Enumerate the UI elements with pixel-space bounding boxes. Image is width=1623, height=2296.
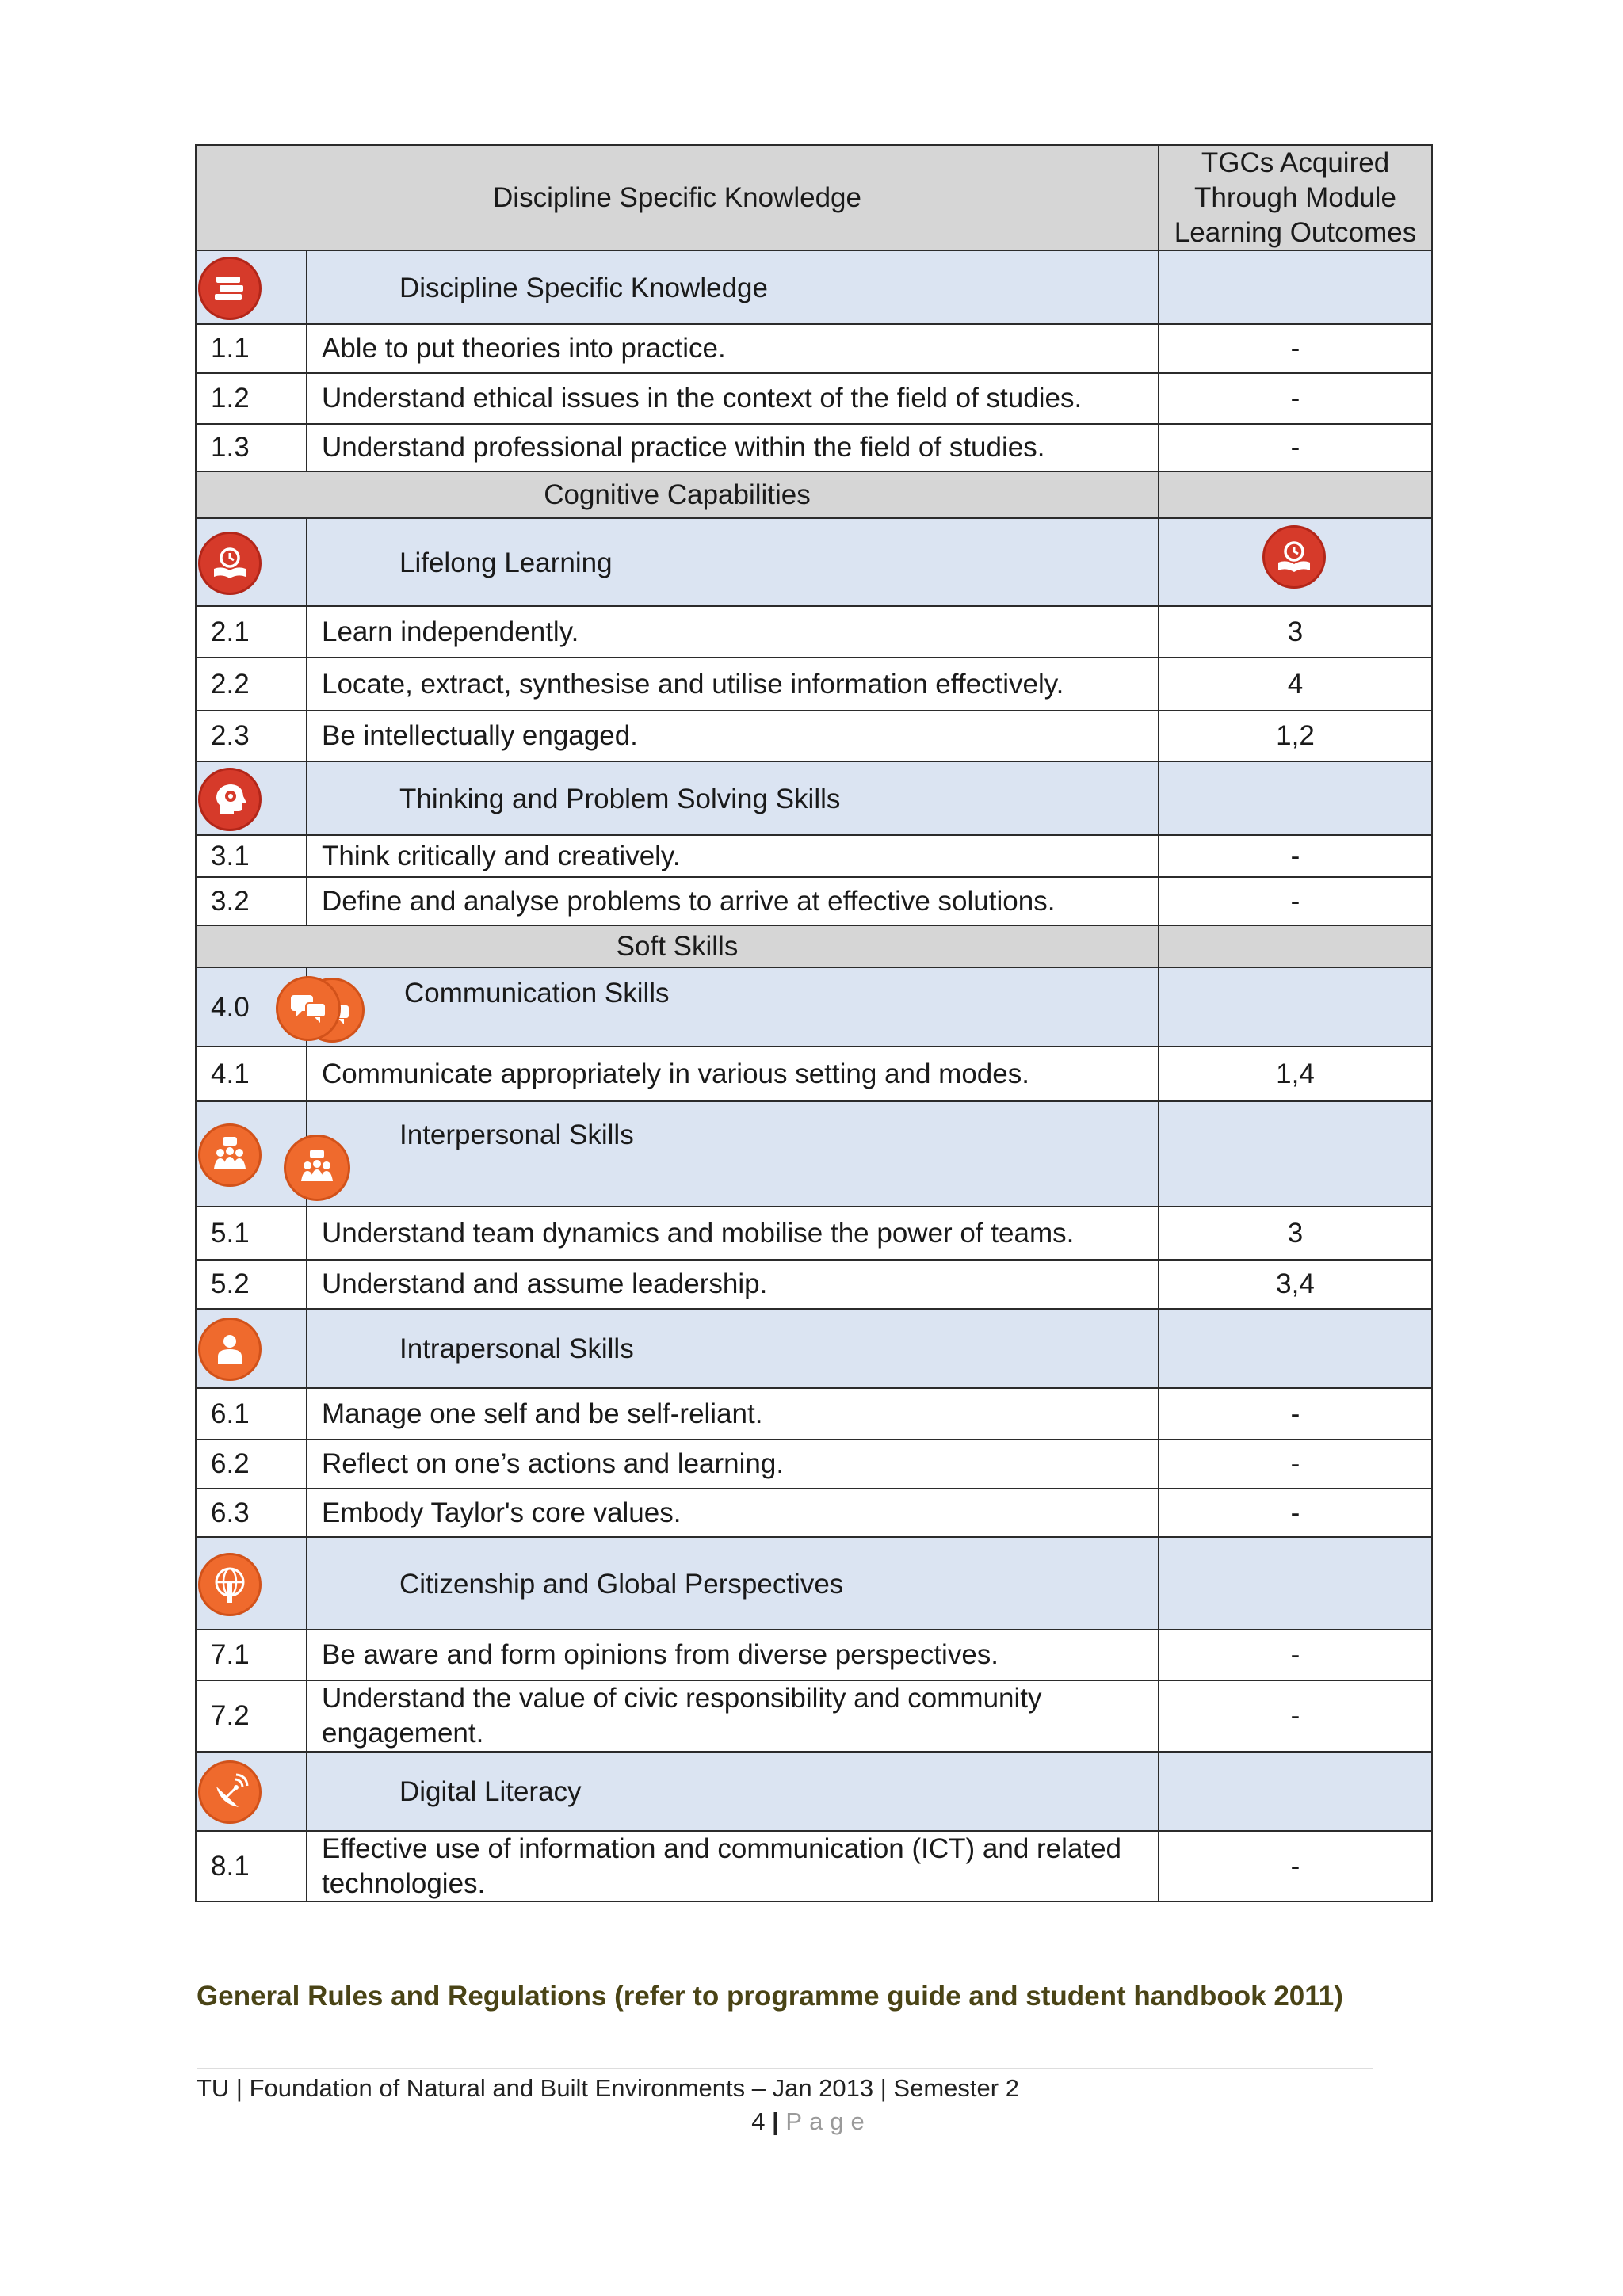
outcome-text: Locate, extract, synthesise and utilise information effectively. [307,658,1159,711]
group-icon-secondary [284,1135,357,1207]
section-icon-cell [196,1537,307,1630]
table-row [196,1388,1432,1440]
header-discipline-knowledge: Discipline Specific Knowledge [196,145,1159,250]
outcome-text: Embody Taylor's core values. [307,1489,1159,1537]
section-title-cell [307,250,1159,324]
table-row [196,877,1432,925]
section-title: Digital Literacy [399,1775,582,1807]
table-row [196,1831,1432,1902]
tgc-value: - [1159,877,1432,925]
section-title-cell [307,1101,1159,1207]
section-title: Interpersonal Skills [399,1119,634,1151]
footer-divider [197,2068,1373,2069]
speech-bubbles-icon-group [276,976,363,1047]
section-title-cell [307,1537,1159,1630]
table-row [196,711,1432,761]
section-title-cell [307,1309,1159,1388]
table-row [196,1680,1432,1752]
group-icon [198,1123,262,1187]
outcome-text: Think critically and creatively. [307,835,1159,877]
outcome-number: 6.2 [196,1440,307,1489]
outcome-text: Understand team dynamics and mobilise the power of teams. [307,1207,1159,1260]
section-row [196,1752,1432,1831]
books-icon [198,257,262,320]
outcome-number: 3.2 [196,877,307,925]
section-icon-cell [196,761,307,835]
outcome-text: Understand and assume leadership. [307,1260,1159,1309]
head-gear-icon [198,768,262,831]
tgc-value: - [1159,424,1432,471]
tgc-table [195,144,1433,1902]
outcome-number: 6.1 [196,1388,307,1440]
section-number: 4.0 [211,992,250,1024]
tgc-value: - [1159,373,1432,424]
outcome-text: Define and analyse problems to arrive at effective solutions. [307,877,1159,925]
rules-heading: General Rules and Regulations (refer to programme guide and student handbook 2011) [197,1981,1343,2012]
outcome-text: Able to put theories into practice. [307,324,1159,373]
tgc-value: - [1159,1630,1432,1680]
category-row [196,925,1432,967]
tgc-value: - [1159,324,1432,373]
group-icon [284,1135,350,1201]
table-row [196,606,1432,658]
outcome-number: 1.2 [196,373,307,424]
outcome-text: Effective use of information and communication (ICT) and related technologies. [307,1831,1159,1902]
globe-person-icon [198,1553,262,1616]
section-row [196,518,1432,606]
section-row [196,967,1432,1047]
section-title: Lifelong Learning [399,547,613,579]
outcome-text: Be intellectually engaged. [307,711,1159,761]
section-tgc-cell [1159,518,1432,606]
section-tgc-cell [1159,967,1432,1047]
speech-bubbles-icon [276,976,341,1041]
section-tgc-cell [1159,761,1432,835]
tgc-value: - [1159,1680,1432,1752]
outcome-number: 7.1 [196,1630,307,1680]
outcome-number: 5.1 [196,1207,307,1260]
outcome-text: Understand ethical issues in the context of the field of studies. [307,373,1159,424]
outcome-number: 2.2 [196,658,307,711]
category-title: Cognitive Capabilities [196,471,1159,518]
table-row [196,373,1432,424]
outcome-number: 1.3 [196,424,307,471]
category-row [196,471,1432,518]
person-icon [198,1318,262,1381]
section-title-cell [307,761,1159,835]
tgc-value: - [1159,1440,1432,1489]
section-title-cell [307,518,1159,606]
section-title: Citizenship and Global Perspectives [399,1569,844,1600]
outcome-number: 8.1 [196,1831,307,1902]
book-clock-icon [1262,525,1326,589]
page-number-separator: | [772,2107,779,2135]
outcome-number: 7.2 [196,1680,307,1752]
table-row [196,424,1432,471]
tgc-value: - [1159,1388,1432,1440]
table-row [196,1260,1432,1309]
outcome-text: Learn independently. [307,606,1159,658]
tgc-value: 3 [1159,1207,1432,1260]
outcome-text: Be aware and form opinions from diverse perspectives. [307,1630,1159,1680]
outcome-number: 2.3 [196,711,307,761]
section-icon-cell [196,1752,307,1831]
outcome-number: 2.1 [196,606,307,658]
outcome-number: 4.1 [196,1047,307,1101]
section-tgc-cell [1159,1309,1432,1388]
page-label: Page [785,2107,872,2135]
table-row [196,1207,1432,1260]
section-row [196,761,1432,835]
section-row [196,1537,1432,1630]
section-row [196,1309,1432,1388]
section-icon-cell [196,250,307,324]
section-tgc-cell [1159,1537,1432,1630]
table-header-row [196,145,1432,250]
section-row [196,250,1432,324]
outcome-number: 6.3 [196,1489,307,1537]
outcome-text: Communicate appropriately in various setting and modes. [307,1047,1159,1101]
table-row [196,1630,1432,1680]
outcome-number: 1.1 [196,324,307,373]
page-number [0,2107,1623,2136]
section-title: Communication Skills [404,978,670,1009]
outcome-text: Manage one self and be self-reliant. [307,1388,1159,1440]
section-icon-cell [196,518,307,606]
tgc-value: - [1159,1831,1432,1902]
category-tgc-cell [1159,925,1432,967]
section-title-cell [307,1752,1159,1831]
table-row [196,1047,1432,1101]
table-row [196,1489,1432,1537]
table-row [196,835,1432,877]
section-tgc-cell [1159,250,1432,324]
section-title-cell [307,967,1159,1047]
table-row [196,324,1432,373]
category-title: Soft Skills [196,925,1159,967]
book-clock-icon [198,532,262,595]
satellite-dish-icon [198,1760,262,1824]
tgc-value: 4 [1159,658,1432,711]
section-tgc-cell [1159,1101,1432,1207]
table-row [196,1440,1432,1489]
section-icon-cell [196,1309,307,1388]
header-tgcs-acquired: TGCs Acquired Through Module Learning Outcomes [1159,145,1432,250]
outcome-number: 5.2 [196,1260,307,1309]
section-title: Thinking and Problem Solving Skills [399,784,841,815]
table-row [196,658,1432,711]
section-title: Discipline Specific Knowledge [399,273,768,304]
tgc-value: - [1159,835,1432,877]
page-number-value: 4 [751,2107,766,2135]
tgc-value: 1,2 [1159,711,1432,761]
section-tgc-cell [1159,1752,1432,1831]
tgc-value: 3,4 [1159,1260,1432,1309]
section-row [196,1101,1432,1207]
section-title: Intrapersonal Skills [399,1333,634,1365]
outcome-number: 3.1 [196,835,307,877]
tgc-value: - [1159,1489,1432,1537]
footer-text: TU | Foundation of Natural and Built Environments – Jan 2013 | Semester 2 [197,2074,1019,2102]
tgc-value: 3 [1159,606,1432,658]
outcome-text: Reflect on one’s actions and learning. [307,1440,1159,1489]
outcome-text: Understand professional practice within the field of studies. [307,424,1159,471]
category-tgc-cell [1159,471,1432,518]
tgc-value: 1,4 [1159,1047,1432,1101]
outcome-text: Understand the value of civic responsibility and community engagement. [307,1680,1159,1752]
